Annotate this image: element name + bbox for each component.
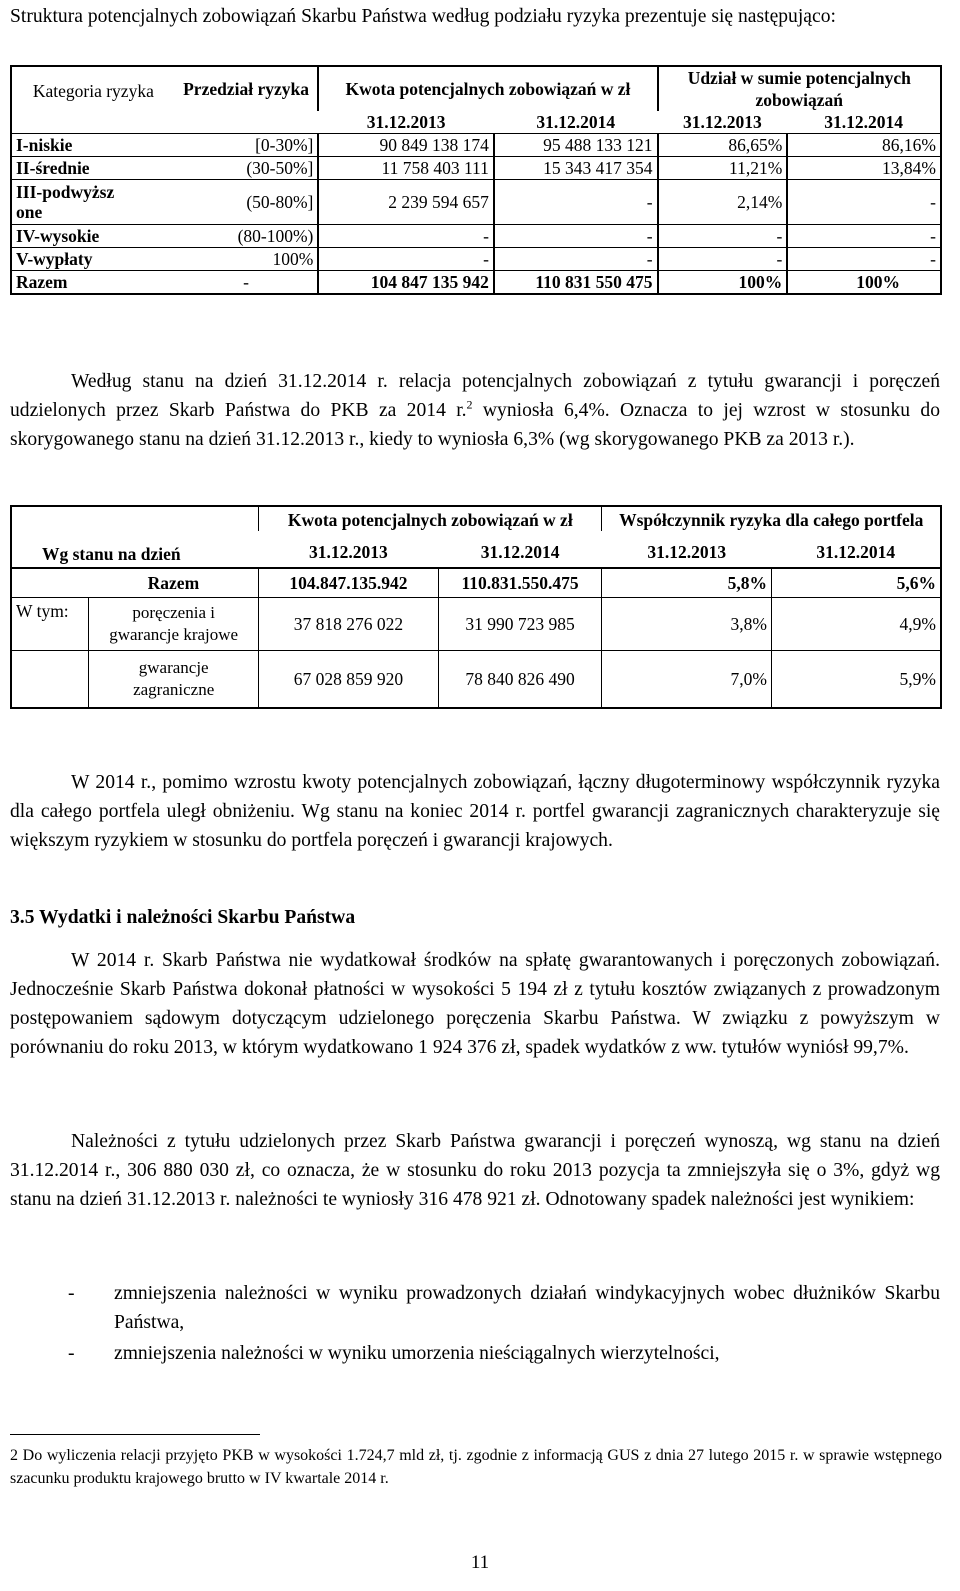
date-col: 31.12.2013 — [683, 112, 762, 132]
cell-kategoria: I-niskie — [11, 134, 175, 157]
intro-paragraph: Struktura potencjalnych zobowiązań Skarbu Państwa według podziału ryzyka prezentuje się następująco: — [10, 6, 836, 27]
table-row — [11, 651, 941, 709]
cell-udzial-2013: 11,21% — [658, 157, 788, 180]
cell-kategoria — [11, 180, 175, 225]
cell-kategoria: Razem — [11, 271, 175, 295]
header-kwota: Kwota potencjalnych zobowiązań w zł — [318, 66, 657, 111]
footnote-text: Do wyliczenia relacji przyjęto PKB w wysokości 1.724,7 mld zł, tj. zgodnie z informacją GUS z dnia 27 lutego 2015 r. w sprawie wstępnego szacunku produktu krajowego brutto w IV kwartale 2014 r. — [10, 1447, 943, 1487]
table-row — [11, 180, 941, 225]
cell-kwota-2014: 15 343 417 354 — [494, 157, 658, 180]
cell-udzial-2014: - — [787, 248, 941, 271]
paragraph-relacja-pkb-text: Według stanu na dzień 31.12.2014 r. relacja potencjalnych zobowiązań z tytułu gwarancji i poręczeń udzielonych przez Skarb Państwa do PKB za 2014 r. — [10, 371, 940, 421]
date-col: 31.12.2014 — [824, 112, 904, 132]
date-col: 31.12.2013 — [647, 542, 727, 562]
table-row — [11, 134, 941, 157]
paragraph-portfel: W 2014 r., pomimo wzrostu kwoty potencjalnych zobowiązań, łączny długoterminowy współczynnik ryzyka dla całego portfela uległ obniżeniu. Wg stanu na koniec 2014 r. portfel gwarancji zagranicznych charakteryzuje się większym ryzykiem w stosunku do portfela poręczeń i gwarancji krajowych. — [10, 772, 940, 851]
cell-kategoria: II-średnie — [11, 157, 175, 180]
row-label: Razem — [147, 573, 200, 593]
bullet-item: zmniejszenia należności w wyniku prowadzonych działań windykacyjnych wobec dłużników Skarbu Państwa, — [114, 1283, 940, 1333]
date-col: 31.12.2013 — [366, 112, 446, 132]
date-col: 31.12.2014 — [480, 542, 560, 562]
cell-kategoria: IV-wysokie — [11, 225, 175, 248]
cell-kwota-2013: 37 818 276 022 — [259, 598, 439, 651]
footnote-divider — [10, 1434, 260, 1435]
cell-kwota-2014: 95 488 133 121 — [494, 134, 658, 157]
table-header-row — [11, 506, 941, 531]
cell-kategoria-text: III-podwyższone — [16, 182, 115, 222]
cell-wsp-2014: 4,9% — [771, 598, 941, 651]
cell-kwota-2013: 104.847.135.942 — [259, 568, 439, 598]
table-header-row — [11, 66, 941, 111]
cell-przedzial: - — [175, 271, 319, 295]
cell-kwota-2014: 110 831 550 475 — [494, 271, 658, 295]
risk-structure-table — [10, 65, 942, 295]
bullet-item: zmniejszenia należności w wyniku umorzenia nieściągalnych wierzytelności, — [114, 1343, 720, 1364]
cell-przedzial: (50-80%] — [175, 180, 319, 225]
risk-coefficient-table — [10, 505, 942, 709]
cell-kwota-2014: 31 990 723 985 — [438, 598, 602, 651]
cell-kwota-2014: - — [494, 248, 658, 271]
cell-udzial-2013: 2,14% — [658, 180, 788, 225]
cell-kwota-2013: - — [318, 225, 494, 248]
cell-udzial-2014: 100% — [787, 271, 941, 295]
cell-wsp-2013: 7,0% — [602, 651, 771, 709]
cell-udzial-2014: 13,84% — [787, 157, 941, 180]
page-number: 11 — [470, 1552, 490, 1573]
cell-kwota-2014: 110.831.550.475 — [438, 568, 602, 598]
date-col: 31.12.2014 — [536, 112, 616, 132]
cell-kwota-2014: - — [494, 180, 658, 225]
cell-kategoria: V-wypłaty — [11, 248, 175, 271]
table-row — [11, 598, 941, 651]
paragraph-wydatki: W 2014 r. Skarb Państwa nie wydatkował środków na spłatę gwarantowanych i poręczonych zobowiązań. Jednocześnie Skarb Państwa dokonał płatności w wysokości 5 194 zł z tytułu kosztów związanych z prowadzonym postępowaniem sądowym dotyczącym udzielonego poręczenia Skarbu Państwa. W związku z powyższym w porównaniu do roku 2013, w którym wydatkowano 1 924 376 zł, spadek wydatków z ww. tytułów wyniósł 99,7%. — [10, 950, 940, 1058]
cell-przedzial: (30-50%] — [175, 157, 319, 180]
header-wspolczynnik: Współczynnik ryzyka dla całego portfela — [602, 506, 941, 531]
header-kategoria: Kategoria ryzyka — [32, 80, 154, 101]
paragraph-naleznosci: Należności z tytułu udzielonych przez Skarb Państwa gwarancji i poręczeń wynoszą, wg stanu na dzień 31.12.2014 r., 306 880 030 zł, co oznacza, że w stosunku do roku 2013 pozycja ta zmniejszyła się o 3%, gdyż wg stanu na dzień 31.12.2013 r. należności te wyniosły 316 478 921 zł. Odnotowany spadek należności jest wynikiem: — [10, 1131, 940, 1210]
header-przedzial: Przedział ryzyka — [183, 79, 309, 99]
cell-wsp-2014: 5,6% — [771, 568, 941, 598]
table-row — [11, 248, 941, 271]
footnote-number: 2 — [10, 1447, 18, 1464]
section-heading: 3.5 Wydatki i należności Skarbu Państwa — [10, 907, 356, 928]
bullet-mark: - — [68, 1343, 75, 1364]
footnote-ref: 2 — [466, 397, 473, 412]
cell-przedzial: 100% — [175, 248, 319, 271]
cell-kwota-2014: - — [494, 225, 658, 248]
row-label: gwarancje zagraniczne — [133, 658, 215, 699]
cell-wsp-2013: 3,8% — [602, 598, 771, 651]
cell-kwota-2013: 11 758 403 111 — [318, 157, 494, 180]
table-total-row — [11, 271, 941, 295]
cell-wsp-2014: 5,9% — [771, 651, 941, 709]
cell-przedzial: (80-100%) — [175, 225, 319, 248]
header-kwota: Kwota potencjalnych zobowiązań w zł — [259, 506, 602, 531]
cell-udzial-2013: 100% — [658, 271, 788, 295]
date-col: 31.12.2013 — [309, 542, 388, 562]
cell-kwota-2013: 90 849 138 174 — [318, 134, 494, 157]
cell-kwota-2013: 67 028 859 920 — [259, 651, 439, 709]
paragraph-relacja-pkb-tail: wyniosła 6,4%. Oznacza to jej wzrost w stosunku do skorygowanego stanu na dzień 31.12.2013 r., kiedy to wyniosła 6,3% (wg skorygowanego PKB za 2013 r.). — [10, 400, 940, 450]
bullet-mark: - — [68, 1283, 75, 1304]
cell-udzial-2014: - — [787, 180, 941, 225]
cell-udzial-2013: 86,65% — [658, 134, 788, 157]
cell-udzial-2014: 86,16% — [787, 134, 941, 157]
table-total-row — [11, 568, 941, 598]
header-stan: Wg stanu na dzień — [42, 544, 181, 564]
paragraph-relacja-pkb — [10, 367, 940, 454]
cell-kwota-2013: 104 847 135 942 — [318, 271, 494, 295]
cell-udzial-2013: - — [658, 225, 788, 248]
table-dates-row — [11, 111, 941, 134]
w-tym-label: W tym: — [11, 598, 89, 651]
cell-wsp-2013: 5,8% — [602, 568, 771, 598]
table-row — [11, 225, 941, 248]
cell-przedzial: [0-30%] — [175, 134, 319, 157]
table-row — [11, 157, 941, 180]
cell-kwota-2013: 2 239 594 657 — [318, 180, 494, 225]
header-udzial: Udział w sumie potencjalnych zobowiązań — [658, 66, 941, 111]
cell-udzial-2013: - — [658, 248, 788, 271]
cell-kwota-2014: 78 840 826 490 — [438, 651, 602, 709]
date-col: 31.12.2014 — [816, 542, 896, 562]
cell-udzial-2014: - — [787, 225, 941, 248]
row-label: poręczenia i gwarancje krajowe — [109, 603, 239, 644]
footnote — [10, 1444, 942, 1490]
cell-kwota-2013: - — [318, 248, 494, 271]
